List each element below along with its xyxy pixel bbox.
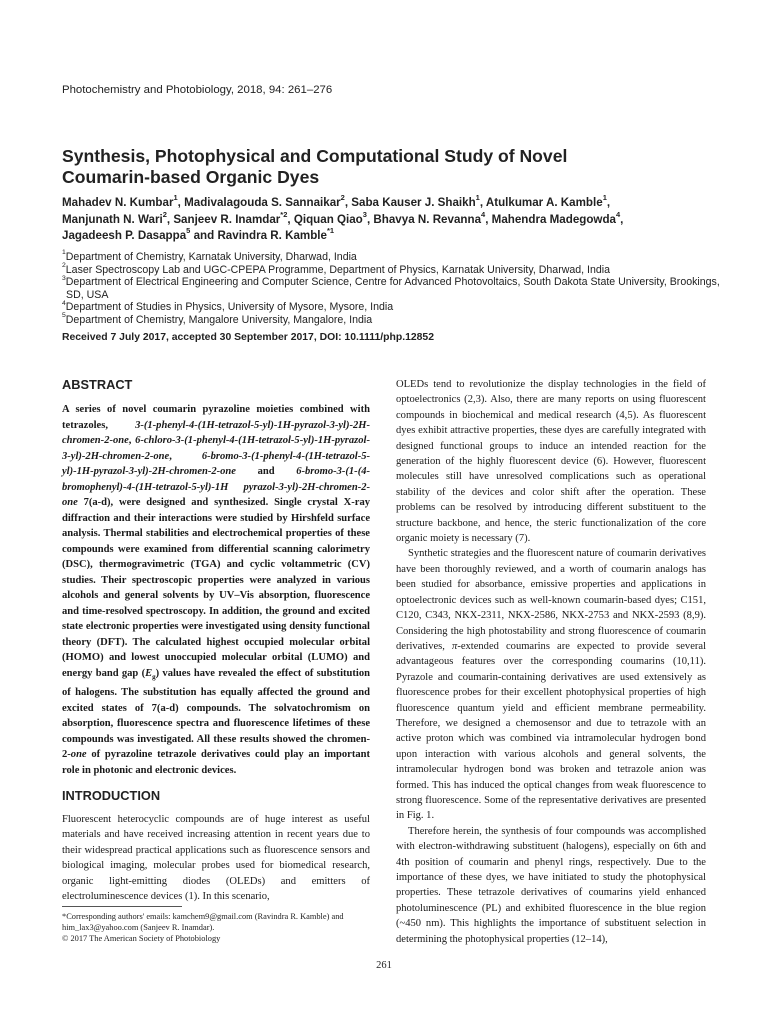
author-list: Mahadev N. Kumbar$^1$, Madivalagouda S. Sannaikar$^2$, Saba Kauser J. Shaikh$^1$, Atulkumar A. Kamble$^1$, Manjunath N. Wari$^2$, Sanjeev R. Inamdar$^{*2}$, Qiquan Qiao$^3$, Bhavya N. Revanna$^4$, Mahendra Madegowda$^4$, Jagadeesh P. Dasappa$^5$ and Ravindra R. Kamble$^{*1}$ bbox=[62, 193, 624, 242]
author-name: Jagadeesh P. Dasappa bbox=[62, 229, 187, 242]
affiliation-text: Department of Chemistry, Mangalore University, Mangalore, India bbox=[65, 313, 373, 326]
received-doi-line: Received 7 July 2017, accepted 30 September 2017, DOI: 10.1111/php.12852 bbox=[62, 332, 434, 343]
author-affil-mark: *2 bbox=[280, 209, 288, 219]
abstract-body bbox=[62, 402, 370, 778]
affiliation-list bbox=[62, 251, 722, 327]
body-paragraph: OLEDs tend to revolutionize the display technologies in the field of optoelectronics (2,3). Also, there are many reports on using fluorescent compounds in biochemical and medical research (4,5). As fluorescent dyes exhibit attractive properties, these dyes are carefully integrated with designed functional groups to induce an intended reaction for the generation of the highly fluorescent device (6). However, fluorescent molecules still have unresolved complications such as operational stability of the devices and color shift after the operation. These problems can be resolved by introducing different substituent to the structure backbone, and hence, the steric functionalization of the core organic moiety is necessary (7). bbox=[396, 379, 706, 545]
symbol-subscript-g: g bbox=[152, 672, 156, 681]
affiliation-mark: 5 bbox=[62, 312, 66, 320]
abstract-text: 7(a-d), were designed and synthesized. Single crystal X-ray diffraction and their interactions were studied by Hirshfeld surface analysis. Thermal stabilities and electrochemical properties of these compounds were examined from differential scanning calorimetry (DSC), thermogravimetric (TGA) and cyclic voltammetric (CV) studies. Their spectroscopic properties were analyzed in various alcohols and general solvents by UV–Vis absorption, fluorescence and time-resolved spectroscopy. In addition, the ground and excited state electronic properties were investigated using density functional theory (DFT). The calculated highest occupied molecular orbital (HOMO) and lowest unoccupied molecular orbital (LUMO) and energy band gap ( bbox=[62, 497, 370, 679]
author-name: Atulkumar A. Kamble bbox=[485, 196, 603, 209]
affiliation-text: Department of Chemistry, Karnatak University, Dharwad, India bbox=[65, 251, 357, 263]
body-text: Synthetic strategies and the fluorescent nature of coumarin derivatives have been thoroughly reviewed, and a worth of coumarin analogs has been studied for absorbance, emissive properties and applications in optoelectronic devices such as well-known coumarin-based dyes; C151, C120, C343, NKX-2311, NKX-2586, NKX-2753 and NKX-2593 (8,9). Considering the high photostability and strong fluorescence of coumarin derivatives, bbox=[396, 548, 706, 652]
affiliation bbox=[62, 314, 722, 327]
abstract-text: , bbox=[169, 450, 202, 462]
abstract-heading: ABSTRACT bbox=[62, 377, 133, 392]
article-title bbox=[62, 146, 712, 188]
author-name: Manjunath N. Wari bbox=[62, 212, 163, 226]
compound-name: 3-(1-phenyl-4-(1H-tetrazol-5-yl)-1H-pyrazol-3-yl)-2H-chromen-2-one bbox=[62, 419, 370, 446]
affiliation bbox=[62, 264, 722, 277]
symbol-e: E bbox=[145, 667, 153, 679]
author-affil-mark: 3 bbox=[362, 209, 367, 219]
abstract-text: A series of novel coumarin pyrazoline moieties combined with tetrazoles, bbox=[62, 404, 370, 431]
abstract-text: of pyrazoline tetrazole derivatives could play an important role in photonic and electronic devices. bbox=[62, 749, 370, 776]
affiliation bbox=[62, 251, 722, 264]
author-affil-mark: 2 bbox=[162, 209, 167, 219]
body-text: -extended coumarins are expected to provide several advantageous features over the corresponding coumarins (10,11). Pyrazole and coumarin-containing derivatives are used extensively as fluorescence probes for their excellent photophysical properties of high fluorescence quantum yield and efficient membrane permeability. Therefore, we designed a chemosensor and due to tetrazole with an active proton which was combined via intramolecular hydrogen bond upon interaction with various alcohols and general solvents, the intramolecular hydrogen bond was broken and tetrazole anion was formed. This has induced the optical changes from weak fluorescence to strong fluorescence. Some of the representative derivatives are presented in Fig. 1. bbox=[396, 640, 707, 822]
author-name: Sanjeev R. Inamdar bbox=[173, 212, 281, 226]
footnote bbox=[62, 911, 372, 944]
journal-citation: Photochemistry and Photobiology, 2018, 94: 261–276 bbox=[62, 84, 333, 96]
affiliation-text: Department of Electrical Engineering and Computer Science, Centre for Advanced Photovoltaics, South Dakota State University, Brookings, SD, USA bbox=[65, 276, 720, 301]
author-affil-mark: 1 bbox=[475, 193, 480, 203]
affiliation-text: Department of Studies in Physics, University of Mysore, Mysore, India bbox=[65, 301, 394, 314]
author-affil-mark: *1 bbox=[326, 226, 335, 236]
right-column bbox=[396, 377, 706, 947]
author-name: Madivalagouda S. Sannaikar bbox=[184, 196, 341, 209]
body-paragraph bbox=[396, 546, 706, 823]
affiliation bbox=[62, 301, 722, 314]
author-affil-mark: 4 bbox=[615, 209, 621, 219]
author-name: Ravindra R. Kamble bbox=[217, 229, 327, 242]
body-paragraph: Therefore herein, the synthesis of four compounds was accomplished with electron-withdrawing substituent (halogens), especially on 6th and 4th position of coumarin and phenyl rings, respectively. Due to the importance of these dyes, we have initiated to study the photophysical properties. These tetrazole derivatives of coumarins yield enhanced photoluminescence (PL) and exhibited fluorescence in the blue region (~450 nm). This highlights the importance of substituent selection in determining the photophysical properties (12–14), bbox=[396, 825, 706, 945]
compound-name: 6-bromo-3-(1-(4-bromophenyl)-4-(1H-tetrazol-5-yl)-1H pyrazol-3-yl)-2H-chromen-2-one bbox=[62, 466, 370, 508]
author-affil-mark: 5 bbox=[186, 226, 191, 236]
affiliation-mark: 4 bbox=[62, 299, 66, 307]
abstract-text: , bbox=[128, 435, 136, 446]
compound-name: 6-bromo-3-(1-phenyl-4-(1H-tetrazol-5-yl)-1H-pyrazol-3-yl)-2H-chromen-2-one bbox=[62, 450, 370, 477]
author-affil-mark: 1 bbox=[173, 193, 178, 203]
author-affil-mark: 1 bbox=[602, 193, 607, 203]
affiliation-mark: 3 bbox=[62, 274, 66, 282]
author-conjunction: and bbox=[193, 229, 215, 242]
affiliation-mark: 2 bbox=[62, 262, 66, 270]
author-name: Bhavya N. Revanna bbox=[373, 212, 482, 226]
copyright-note: © 2017 The American Society of Photobiology bbox=[62, 934, 221, 943]
author-name: Mahadev N. Kumbar bbox=[62, 196, 174, 209]
affiliation-text: Laser Spectroscopy Lab and UGC-CPEPA Programme, Department of Physics, Karnatak University, Dharwad, India bbox=[65, 263, 611, 276]
title-line-2: Coumarin-based Organic Dyes bbox=[62, 167, 320, 187]
abstract-text: ) values have revealed the effect of substitution of halogens. The substitution has equally affected the ground and excited states of 7(a-d) compounds. The solvatochromism on absorption, fluorescence spectra and fluorescence lifetimes of these compounds was investigated. All these results showed the chromen-2- bbox=[62, 667, 370, 761]
affiliation-mark: 1 bbox=[62, 249, 66, 257]
title-line-1: Synthesis, Photophysical and Computational Study of Novel bbox=[62, 146, 568, 166]
compound-name: 6-chloro-3-(1-phenyl-4-(1H-tetrazol-5-yl)-1H-pyrazol-3-yl)-2H-chromen-2-one bbox=[62, 435, 370, 462]
author-name: Saba Kauser J. Shaikh bbox=[351, 196, 476, 209]
introduction-heading: INTRODUCTION bbox=[62, 788, 161, 803]
footnote-divider bbox=[62, 906, 182, 907]
author-affil-mark: 4 bbox=[481, 209, 486, 219]
introduction-paragraph: Fluorescent heterocyclic compounds are of huge interest as useful materials and have received increasing attention in recent years due to their widespread practical applications such as fluorescence sensors and biological imaging, molecular probes used for biomedical research, organic light-emitting diodes (OLEDs) and emitters of electroluminescence devices (1). In this scenario, bbox=[62, 814, 370, 903]
author-name: Mahendra Madegowda bbox=[491, 212, 616, 226]
abstract-text: and bbox=[235, 466, 297, 477]
corresponding-author-note: *Corresponding authors' emails: kamchem9@gmail.com (Ravindra R. Kamble) and him_lax3@yahoo.com (Sanjeev R. Inamdar). bbox=[62, 912, 344, 932]
author-name: Qiquan Qiao bbox=[293, 212, 363, 226]
abstract-italic-word: one bbox=[70, 749, 87, 761]
pi-symbol: π bbox=[452, 640, 458, 652]
author-affil-mark: 2 bbox=[340, 193, 345, 203]
affiliation bbox=[62, 276, 722, 301]
page-number: 261 bbox=[376, 960, 392, 971]
